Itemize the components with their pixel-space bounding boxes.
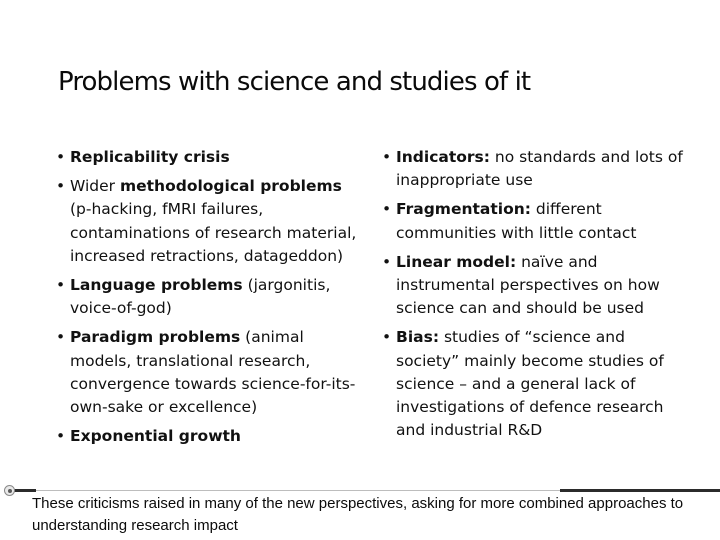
bullet-lead-text: Wider (70, 177, 120, 196)
footer-divider (0, 489, 720, 492)
left-bullet-item (56, 175, 366, 268)
right-bullet-item (382, 251, 687, 321)
bullet-bold-text: Fragmentation: (396, 200, 531, 219)
bullet-text: naïve and instrumental perspectives on how science can and should be used (396, 252, 660, 318)
bullet-text: no standards and lots of inappropriate use (396, 148, 683, 190)
footer-note: These criticisms raised in many of the new perspectives, asking for more combined approaches to understanding research impact (32, 495, 684, 534)
right-bullet-item (382, 326, 687, 442)
divider-segment (14, 489, 36, 492)
bullet-bold-text: Paradigm problems (70, 328, 241, 347)
bullet-bold-text: Replicability crisis (70, 148, 230, 166)
right-bullet-list (382, 146, 687, 448)
bullet-dot-icon (4, 485, 15, 496)
left-bullet-item (56, 274, 366, 320)
right-bullet-item (382, 198, 687, 244)
left-bullet-item (56, 425, 366, 448)
bullet-bold-text: Indicators: (396, 148, 490, 166)
divider-segment (36, 490, 560, 491)
bullet-text: studies of “science and society” mainly become studies of science – and a general lack of investigations of defence research and industrial R&D (396, 328, 664, 440)
left-bullet-item (56, 326, 366, 419)
bullet-text: (p-hacking, fMRI failures, contaminations of research material, increased retractions, datageddon) (70, 200, 357, 265)
bullet-text: (animal models, translational research, convergence towards science-for-its-own-sake or excellence) (70, 328, 356, 417)
right-bullet-item (382, 146, 687, 192)
bullet-bold-text: Linear model: (396, 252, 517, 271)
slide-title: Problems with science and studies of it (58, 67, 531, 97)
bullet-text: (jargonitis, voice-of-god) (70, 276, 331, 318)
left-bullet-item (56, 146, 366, 169)
bullet-bold-text: Language problems (70, 276, 243, 295)
bullet-bold-text: Exponential growth (70, 427, 241, 446)
left-bullet-list (56, 146, 366, 454)
bullet-text: different communities with little contact (396, 200, 637, 242)
divider-segment (560, 489, 720, 492)
bullet-bold-text: methodological problems (119, 177, 342, 196)
bullet-bold-text: Bias: (396, 328, 440, 347)
